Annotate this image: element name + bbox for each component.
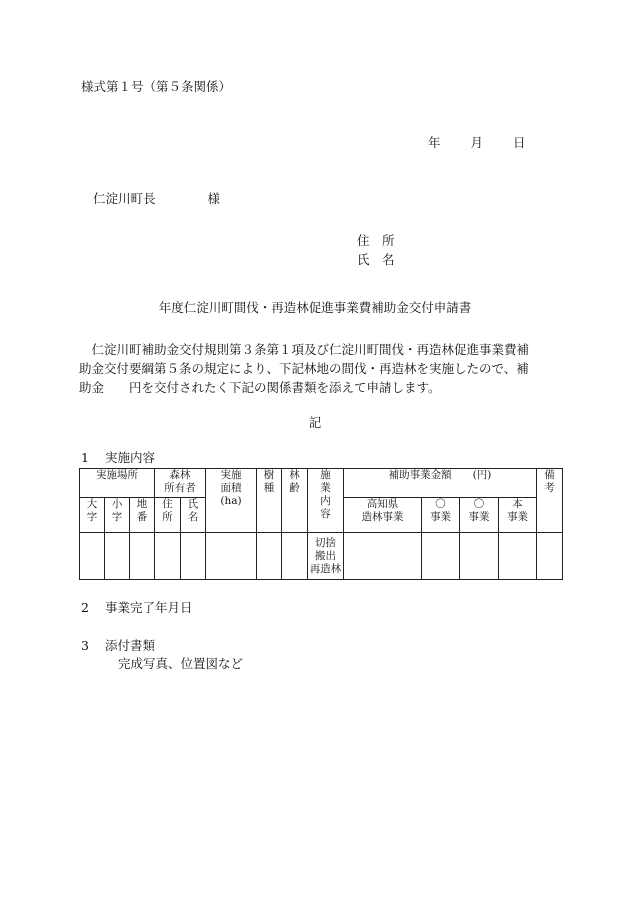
section-3-label: 添付書類 xyxy=(105,638,156,653)
applicant-block xyxy=(357,231,395,269)
sub-shimei: 氏 名 xyxy=(181,498,206,533)
section-1-number: 1 xyxy=(81,450,89,465)
cell-main-project[interactable] xyxy=(499,533,537,580)
header-species: 樹 種 xyxy=(257,469,282,533)
date-month: 月 xyxy=(470,135,484,150)
name-label: 氏 名 xyxy=(357,252,395,267)
date-line xyxy=(428,137,526,150)
address-label: 住 所 xyxy=(357,233,395,248)
cell-jusho[interactable] xyxy=(155,533,181,580)
section-3-number: 3 xyxy=(81,638,89,653)
body-text: 仁淀川町補助金交付規則第３条第１項及び仁淀川町間伐・再造林促進事業費補助金交付要綱第５条の規定により、下記林地の間伐・再造林を実施したので、補助金 円を交付されたく下記の関係書類を添えて申請します。 xyxy=(79,342,530,395)
date-day: 日 xyxy=(513,135,526,150)
cell-oaza[interactable] xyxy=(80,533,105,580)
section-1-heading xyxy=(81,452,155,465)
cell-maru-project-2[interactable] xyxy=(460,533,499,580)
section-2-label: 事業完了年月日 xyxy=(105,600,193,615)
document-title: 年度仁淀川町間伐・再造林促進事業費補助金交付申請書 xyxy=(158,300,472,315)
cell-maru-project-1[interactable] xyxy=(422,533,460,580)
cell-age[interactable] xyxy=(282,533,308,580)
cell-remarks[interactable] xyxy=(537,533,563,580)
addressee-name: 仁淀川町長 xyxy=(93,191,156,206)
sub-oaza: 大 字 xyxy=(80,498,105,533)
sub-chiban: 地 番 xyxy=(130,498,155,533)
attachments-list: 完成写真、位置図など xyxy=(118,656,244,671)
sub-prefecture-project: 高知県 造林事業 xyxy=(344,498,422,533)
sub-maru-project-2: 〇 事業 xyxy=(460,498,499,533)
implementation-table xyxy=(79,468,563,580)
form-number: 様式第１号（第５条関係） xyxy=(81,79,232,94)
cell-area[interactable] xyxy=(206,533,257,580)
cell-shimei[interactable] xyxy=(181,533,206,580)
header-amount: 補助事業金額 (円) xyxy=(344,469,537,498)
cell-work[interactable]: 切捨 搬出 再造林 xyxy=(308,533,344,580)
section-3-heading xyxy=(81,640,155,653)
cell-species[interactable] xyxy=(257,533,282,580)
section-2-heading xyxy=(81,602,193,615)
ki-heading: 記 xyxy=(308,415,322,430)
addressee xyxy=(93,193,220,206)
sub-main-project: 本 事業 xyxy=(499,498,537,533)
header-area: 実施 面積 (ha) xyxy=(206,469,257,533)
section-2-number: 2 xyxy=(81,600,89,615)
header-owner: 森林 所有者 xyxy=(155,469,206,498)
header-remarks: 備 考 xyxy=(537,469,563,533)
cell-koaza[interactable] xyxy=(105,533,130,580)
addressee-honorific: 様 xyxy=(207,191,221,206)
sub-koaza: 小 字 xyxy=(105,498,130,533)
sub-jusho: 住 所 xyxy=(155,498,181,533)
header-location: 実施場所 xyxy=(80,469,155,498)
header-work: 施 業 内 容 xyxy=(308,469,344,533)
cell-chiban[interactable] xyxy=(130,533,155,580)
sub-maru-project-1: 〇 事業 xyxy=(422,498,460,533)
date-year: 年 xyxy=(428,135,441,150)
section-1-label: 実施内容 xyxy=(105,450,156,465)
cell-prefecture-project[interactable] xyxy=(344,533,422,580)
header-age: 林 齢 xyxy=(282,469,308,533)
table-row xyxy=(80,533,563,580)
